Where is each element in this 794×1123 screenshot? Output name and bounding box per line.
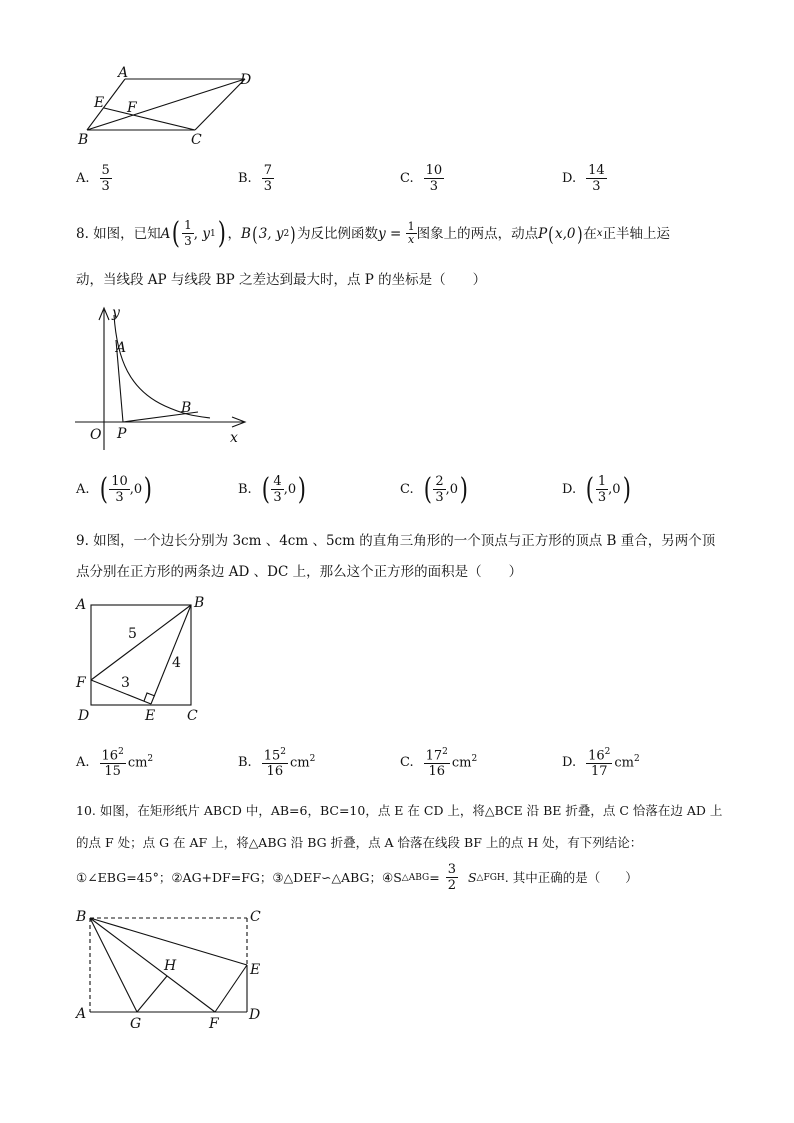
label-F: F: [76, 675, 86, 691]
q8-line2: 动，当线段 AP 与线段 BP 之差达到最大时，点 P 的坐标是（ ）: [76, 272, 487, 288]
q10-line3: ①∠EBG=45°；②AG+DF=FG；③△DEF∽△ABG；④S △ABG = $\frac{3}{2}$ S △FGH . 其中正确的是（ ）: [76, 862, 638, 893]
rectangle-fold-figure: [70, 904, 270, 1034]
label-3: 3: [121, 675, 130, 691]
label-D: D: [249, 1007, 261, 1023]
label-B: B: [181, 400, 192, 416]
q10-line1: 10. 如图，在矩形纸片 ABCD 中，AB=6，BC=10，点 E 在 CD 上，将△BCE 沿 BE 折叠，点 C 恰落在边 AD 上: [76, 803, 723, 818]
hyperbola-figure: [70, 300, 260, 450]
q9-line1: 9. 如图，一个边长分别为 3cm 、4cm 、5cm 的直角三角形的一个顶点与正方形的顶点 B 重合，另两个顶: [76, 533, 716, 549]
label-F: F: [127, 100, 137, 116]
label-y: y: [112, 305, 120, 321]
label-E: E: [145, 708, 156, 724]
q10-line2: 的点 F 处；点 G 在 AF 上，将△ABG 沿 BG 折叠，点 A 恰落在线段 BF 上的点 H 处，有下列结论：: [76, 835, 643, 850]
label-A: A: [116, 340, 127, 356]
q8-option-d[interactable]: D. ( $\frac{1}{3}$ ,0 ): [562, 471, 631, 507]
q8-option-c[interactable]: C. ( $\frac{2}{3}$ ,0 ): [400, 471, 468, 507]
label-A: A: [76, 1006, 87, 1022]
label-A: A: [118, 65, 129, 81]
label-5: 5: [128, 626, 137, 642]
q8-option-b[interactable]: B. ( $\frac{4}{3}$ ,0 ): [238, 471, 307, 507]
label-B: B: [76, 909, 87, 925]
q7-option-d[interactable]: D. $\frac{14}{3}$: [562, 163, 605, 194]
q9-line2: 点分别在正方形的两条边 AD 、DC 上，那么这个正方形的面积是（ ）: [76, 564, 523, 580]
q8-line1: 8. 如图，已知 A ( $\frac{1}{3}$ , y 1 ) ， B ( 3, y 2 ) 为反比例函数 y = $\frac{1}{x}$ 图象上的两点，动点 P ( x,0 ) 在 x 正半轴上运: [76, 215, 670, 251]
q7-option-c[interactable]: C. $\frac{10}{3}$: [400, 163, 443, 194]
q9-option-c[interactable]: C. $\frac{17^2}{16}$ $cm^2$: [400, 747, 478, 780]
label-D: D: [240, 72, 252, 88]
label-G: G: [130, 1016, 142, 1032]
parallelogram-figure: [70, 62, 270, 152]
q8-option-a[interactable]: A. ( $\frac{10}{3}$ ,0 ): [76, 471, 153, 507]
q7-option-b[interactable]: B. $\frac{7}{3}$: [238, 163, 272, 194]
label-E: E: [94, 95, 105, 111]
square-triangle-figure: [70, 592, 220, 727]
q9-option-a[interactable]: A. $\frac{16^2}{15}$ $cm^2$: [76, 747, 154, 780]
label-O: O: [90, 427, 102, 443]
label-D: D: [78, 708, 90, 724]
label-P: P: [117, 426, 127, 442]
label-4: 4: [172, 655, 181, 671]
q9-option-d[interactable]: D. $\frac{16^2}{17}$ $cm^2$: [562, 747, 640, 780]
label-H: H: [164, 958, 177, 974]
label-x: x: [230, 430, 238, 446]
label-B: B: [194, 595, 205, 611]
label-C: C: [191, 132, 202, 148]
label-C: C: [187, 708, 198, 724]
q9-option-b[interactable]: B. $\frac{15^2}{16}$ $cm^2$: [238, 747, 316, 780]
label-E: E: [250, 962, 261, 978]
label-C: C: [250, 909, 261, 925]
label-F: F: [209, 1016, 219, 1032]
label-A: A: [76, 597, 87, 613]
q7-option-a[interactable]: A. $\frac{5}{3}$: [76, 163, 110, 194]
label-B: B: [78, 132, 89, 148]
